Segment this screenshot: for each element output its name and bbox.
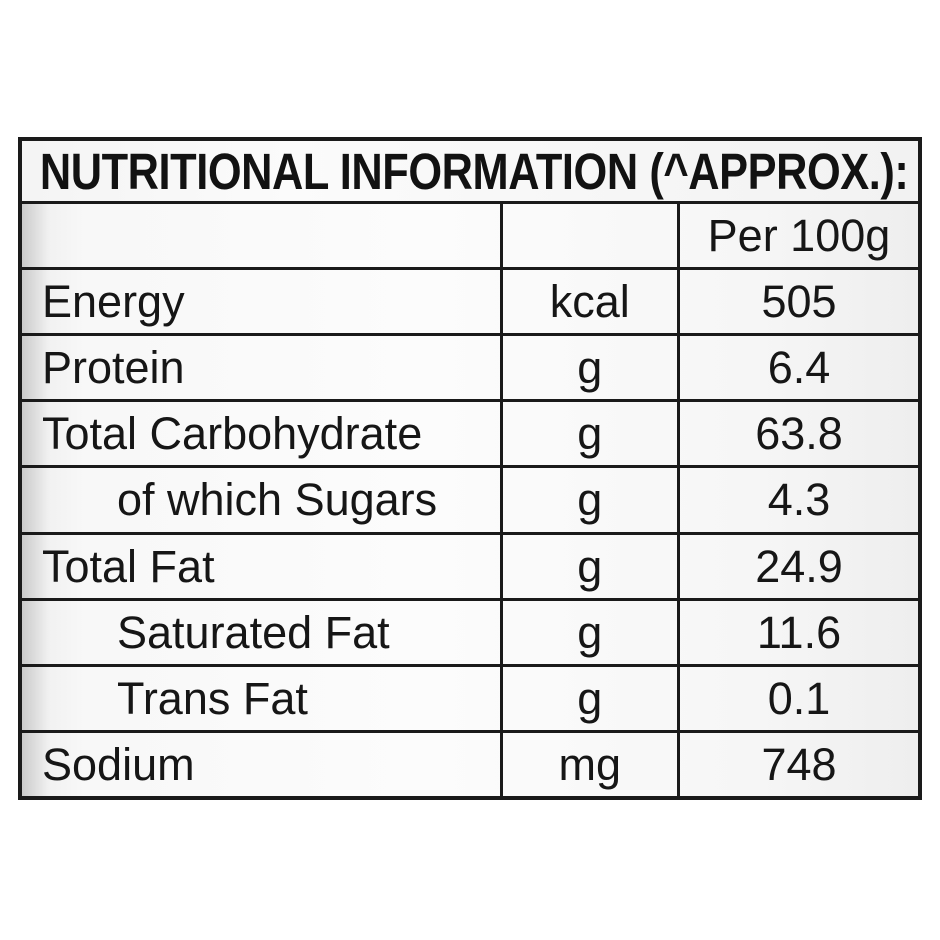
nutrient-value: 63.8 bbox=[677, 402, 918, 465]
nutrient-value: 4.3 bbox=[677, 468, 918, 531]
per-100g-column-header: Per 100g bbox=[677, 204, 918, 267]
nutrient-unit: mg bbox=[500, 733, 677, 796]
nutrient-label: Sodium bbox=[42, 738, 195, 790]
nutrient-value: 0.1 bbox=[677, 667, 918, 730]
table-row bbox=[22, 532, 918, 598]
nutrient-unit: g bbox=[500, 601, 677, 664]
nutrient-value: 24.9 bbox=[677, 535, 918, 598]
table-row bbox=[22, 664, 918, 730]
nutrient-label: of which Sugars bbox=[117, 474, 438, 526]
table-row bbox=[22, 399, 918, 465]
nutrient-label: Energy bbox=[42, 276, 185, 328]
nutrient-unit: g bbox=[500, 667, 677, 730]
column-header-row bbox=[22, 201, 918, 267]
nutrient-unit: g bbox=[500, 535, 677, 598]
nutrient-unit: g bbox=[500, 336, 677, 399]
nutrient-label: Protein bbox=[42, 342, 185, 394]
empty-header-cell-nutrient bbox=[22, 204, 500, 267]
nutrient-value: 6.4 bbox=[677, 336, 918, 399]
table-row bbox=[22, 730, 918, 796]
nutrient-label: Total Carbohydrate bbox=[42, 408, 423, 460]
empty-header-cell-unit bbox=[500, 204, 677, 267]
nutrient-value: 505 bbox=[677, 270, 918, 333]
table-row bbox=[22, 465, 918, 531]
table-title-row bbox=[22, 141, 918, 201]
table-title: NUTRITIONAL INFORMATION (^APPROX.): bbox=[39, 142, 909, 200]
nutrient-unit: kcal bbox=[500, 270, 677, 333]
nutrient-label: Total Fat bbox=[42, 540, 215, 592]
nutrient-value: 11.6 bbox=[677, 601, 918, 664]
nutrient-unit: g bbox=[500, 402, 677, 465]
nutrient-label: Saturated Fat bbox=[117, 606, 390, 658]
table-row bbox=[22, 333, 918, 399]
table-row bbox=[22, 598, 918, 664]
nutrient-label: Trans Fat bbox=[117, 672, 308, 724]
nutrient-unit: g bbox=[500, 468, 677, 531]
nutrition-table bbox=[18, 137, 922, 800]
table-row bbox=[22, 267, 918, 333]
nutrient-value: 748 bbox=[677, 733, 918, 796]
